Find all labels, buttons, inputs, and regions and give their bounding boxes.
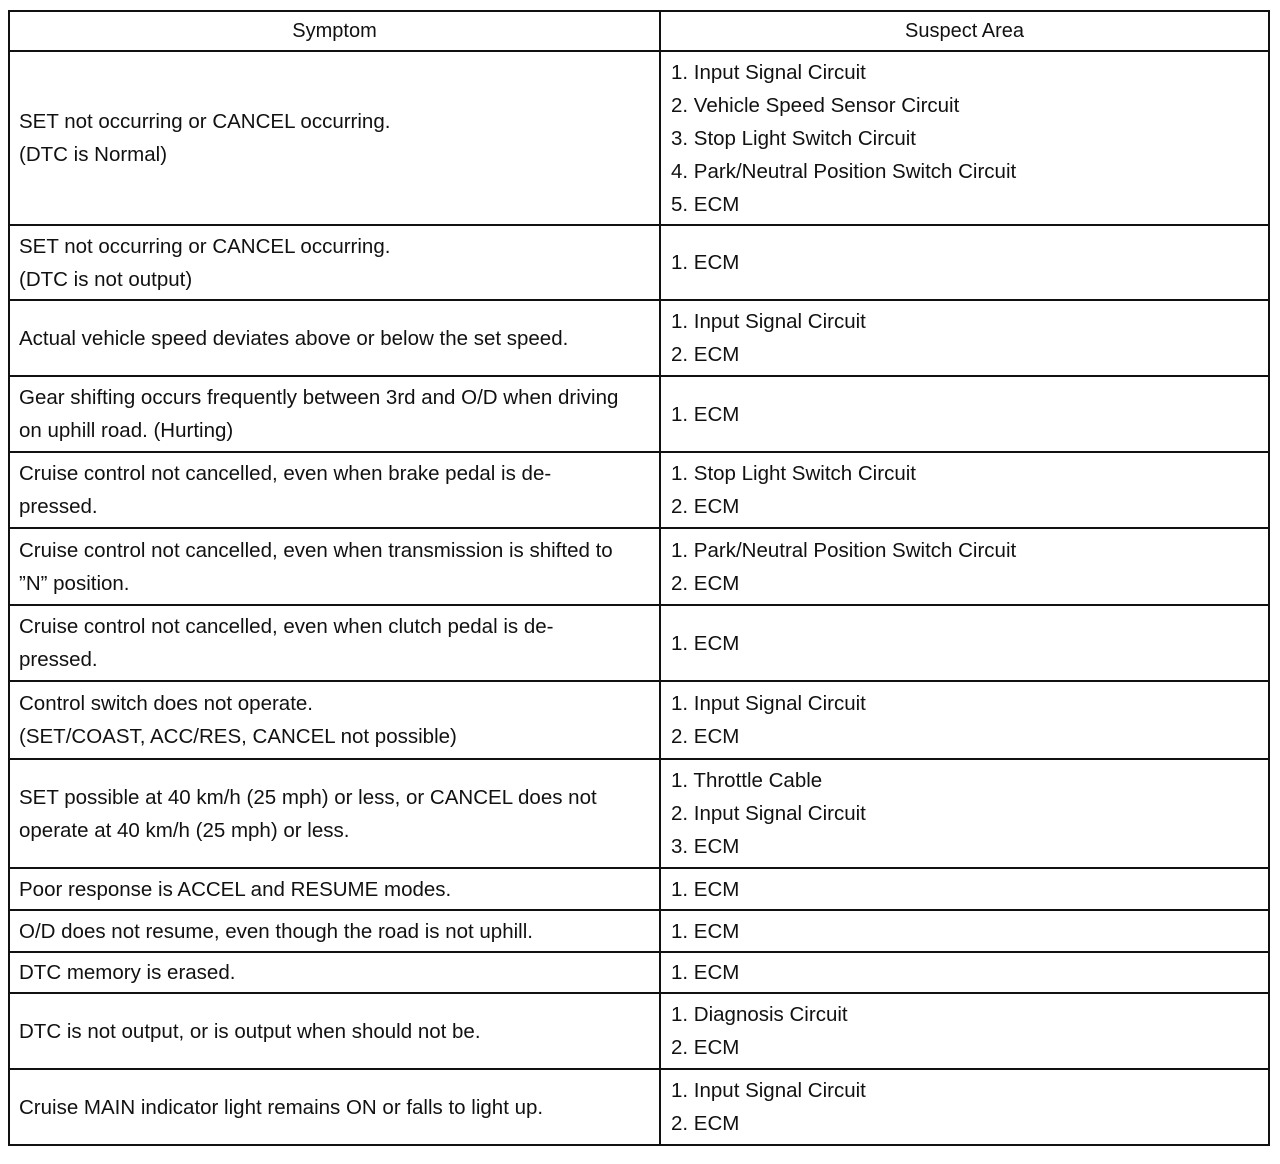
symptom-text: SET possible at 40 km/h (25 mph) or less, or CANCEL does not: [19, 785, 597, 809]
suspect-area-item: 1. ECM: [671, 961, 740, 984]
suspect-area-cell: [660, 300, 1269, 376]
suspect-area-item: 2. Vehicle Speed Sensor Circuit: [671, 93, 960, 117]
symptom-cell: [9, 225, 660, 300]
symptom-text: SET not occurring or CANCEL occurring.: [19, 234, 391, 258]
symptom-text: (SET/COAST, ACC/RES, CANCEL not possible): [19, 725, 457, 748]
table-row: [9, 528, 1269, 605]
symptom-text: DTC is not output, or is output when should not be.: [19, 1019, 481, 1043]
header-row: [9, 11, 1269, 51]
table-row: [9, 605, 1269, 681]
suspect-area-item: 1. Throttle Cable: [671, 769, 823, 792]
symptom-text: Cruise control not cancelled, even when clutch pedal is de-: [19, 615, 554, 638]
suspect-area-item: 1. Input Signal Circuit: [671, 60, 866, 84]
suspect-area-cell: [660, 868, 1269, 910]
symptom-text: Cruise control not cancelled, even when brake pedal is de-: [19, 462, 552, 485]
symptom-text: Poor response is ACCEL and RESUME modes.: [19, 877, 452, 901]
suspect-area-item: 4. Park/Neutral Position Switch Circuit: [671, 159, 1017, 183]
symptom-text: O/D does not resume, even though the road is not uphill.: [19, 919, 533, 943]
suspect-area-item: 2. Input Signal Circuit: [671, 802, 866, 825]
suspect-area-cell: [660, 1069, 1269, 1145]
symptom-cell: [9, 993, 660, 1069]
suspect-area-cell: [660, 452, 1269, 528]
table-row: [9, 993, 1269, 1069]
symptom-text: pressed.: [19, 495, 98, 518]
symptom-cell: [9, 452, 660, 528]
table-row: [9, 452, 1269, 528]
suspect-area-header: Suspect Area: [660, 11, 1269, 51]
table-row: [9, 300, 1269, 376]
suspect-area-cell: [660, 993, 1269, 1069]
suspect-area-item: 1. ECM: [671, 402, 740, 426]
symptom-text: Control switch does not operate.: [19, 692, 313, 715]
symptom-cell: [9, 952, 660, 993]
table-row: [9, 51, 1269, 225]
suspect-area-item: 5. ECM: [671, 192, 740, 216]
table-body: [9, 51, 1269, 1145]
symptom-text: Actual vehicle speed deviates above or below the set speed.: [19, 326, 569, 350]
suspect-area-item: 1. ECM: [671, 251, 740, 274]
symptom-text: Cruise MAIN indicator light remains ON or falls to light up.: [19, 1095, 544, 1119]
symptom-text: operate at 40 km/h (25 mph) or less.: [19, 818, 350, 842]
symptom-text: Gear shifting occurs frequently between 3rd and O/D when driving: [19, 386, 619, 409]
symptom-text: ”N” position.: [19, 571, 130, 595]
symptom-cell: [9, 910, 660, 952]
symptom-text: pressed.: [19, 648, 98, 671]
table-row: [9, 1069, 1269, 1145]
symptom-text: Cruise control not cancelled, even when transmission is shifted to: [19, 538, 613, 562]
suspect-area-item: 1. Diagnosis Circuit: [671, 1003, 848, 1026]
table-row: [9, 376, 1269, 452]
suspect-area-cell: [660, 225, 1269, 300]
symptom-text: (DTC is not output): [19, 267, 193, 291]
symptom-table: [8, 10, 1270, 1146]
suspect-area-item: 1. Input Signal Circuit: [671, 692, 866, 715]
symptom-cell: [9, 528, 660, 605]
suspect-area-item: 2. ECM: [671, 571, 740, 595]
symptom-cell: [9, 1069, 660, 1145]
suspect-area-item: 1. ECM: [671, 631, 740, 655]
symptom-cell: [9, 376, 660, 452]
suspect-area-cell: [660, 681, 1269, 759]
suspect-area-item: 2. ECM: [671, 1036, 740, 1059]
suspect-area-item: 1. Stop Light Switch Circuit: [671, 462, 916, 485]
symptom-text: DTC memory is erased.: [19, 961, 236, 984]
symptom-cell: [9, 300, 660, 376]
table-row: [9, 868, 1269, 910]
table-row: [9, 681, 1269, 759]
suspect-area-cell: [660, 759, 1269, 868]
symptom-cell: [9, 868, 660, 910]
suspect-area-item: 1. Input Signal Circuit: [671, 1079, 866, 1102]
suspect-area-item: 3. Stop Light Switch Circuit: [671, 126, 916, 150]
symptom-cell: [9, 605, 660, 681]
symptom-text: (DTC is Normal): [19, 143, 168, 166]
suspect-area-item: 3. ECM: [671, 835, 740, 858]
suspect-area-item: 2. ECM: [671, 495, 740, 518]
suspect-area-item: 1. Park/Neutral Position Switch Circuit: [671, 538, 1017, 562]
symptom-cell: [9, 681, 660, 759]
table-row: [9, 759, 1269, 868]
suspect-area-cell: [660, 952, 1269, 993]
symptom-text: SET not occurring or CANCEL occurring.: [19, 110, 391, 133]
suspect-area-cell: [660, 51, 1269, 225]
suspect-area-item: 2. ECM: [671, 343, 740, 366]
suspect-area-item: 2. ECM: [671, 1112, 740, 1135]
symptom-cell: [9, 51, 660, 225]
symptom-header: Symptom: [9, 11, 660, 51]
suspect-area-item: 1. ECM: [671, 877, 740, 901]
suspect-area-item: 1. ECM: [671, 919, 740, 943]
symptom-text: on uphill road. (Hurting): [19, 419, 234, 442]
suspect-area-item: 1. Input Signal Circuit: [671, 310, 866, 333]
suspect-area-cell: [660, 376, 1269, 452]
suspect-area-cell: [660, 910, 1269, 952]
table-row: [9, 225, 1269, 300]
symptom-cell: [9, 759, 660, 868]
table-row: [9, 952, 1269, 993]
table-row: [9, 910, 1269, 952]
suspect-area-cell: [660, 528, 1269, 605]
suspect-area-item: 2. ECM: [671, 725, 740, 748]
suspect-area-cell: [660, 605, 1269, 681]
